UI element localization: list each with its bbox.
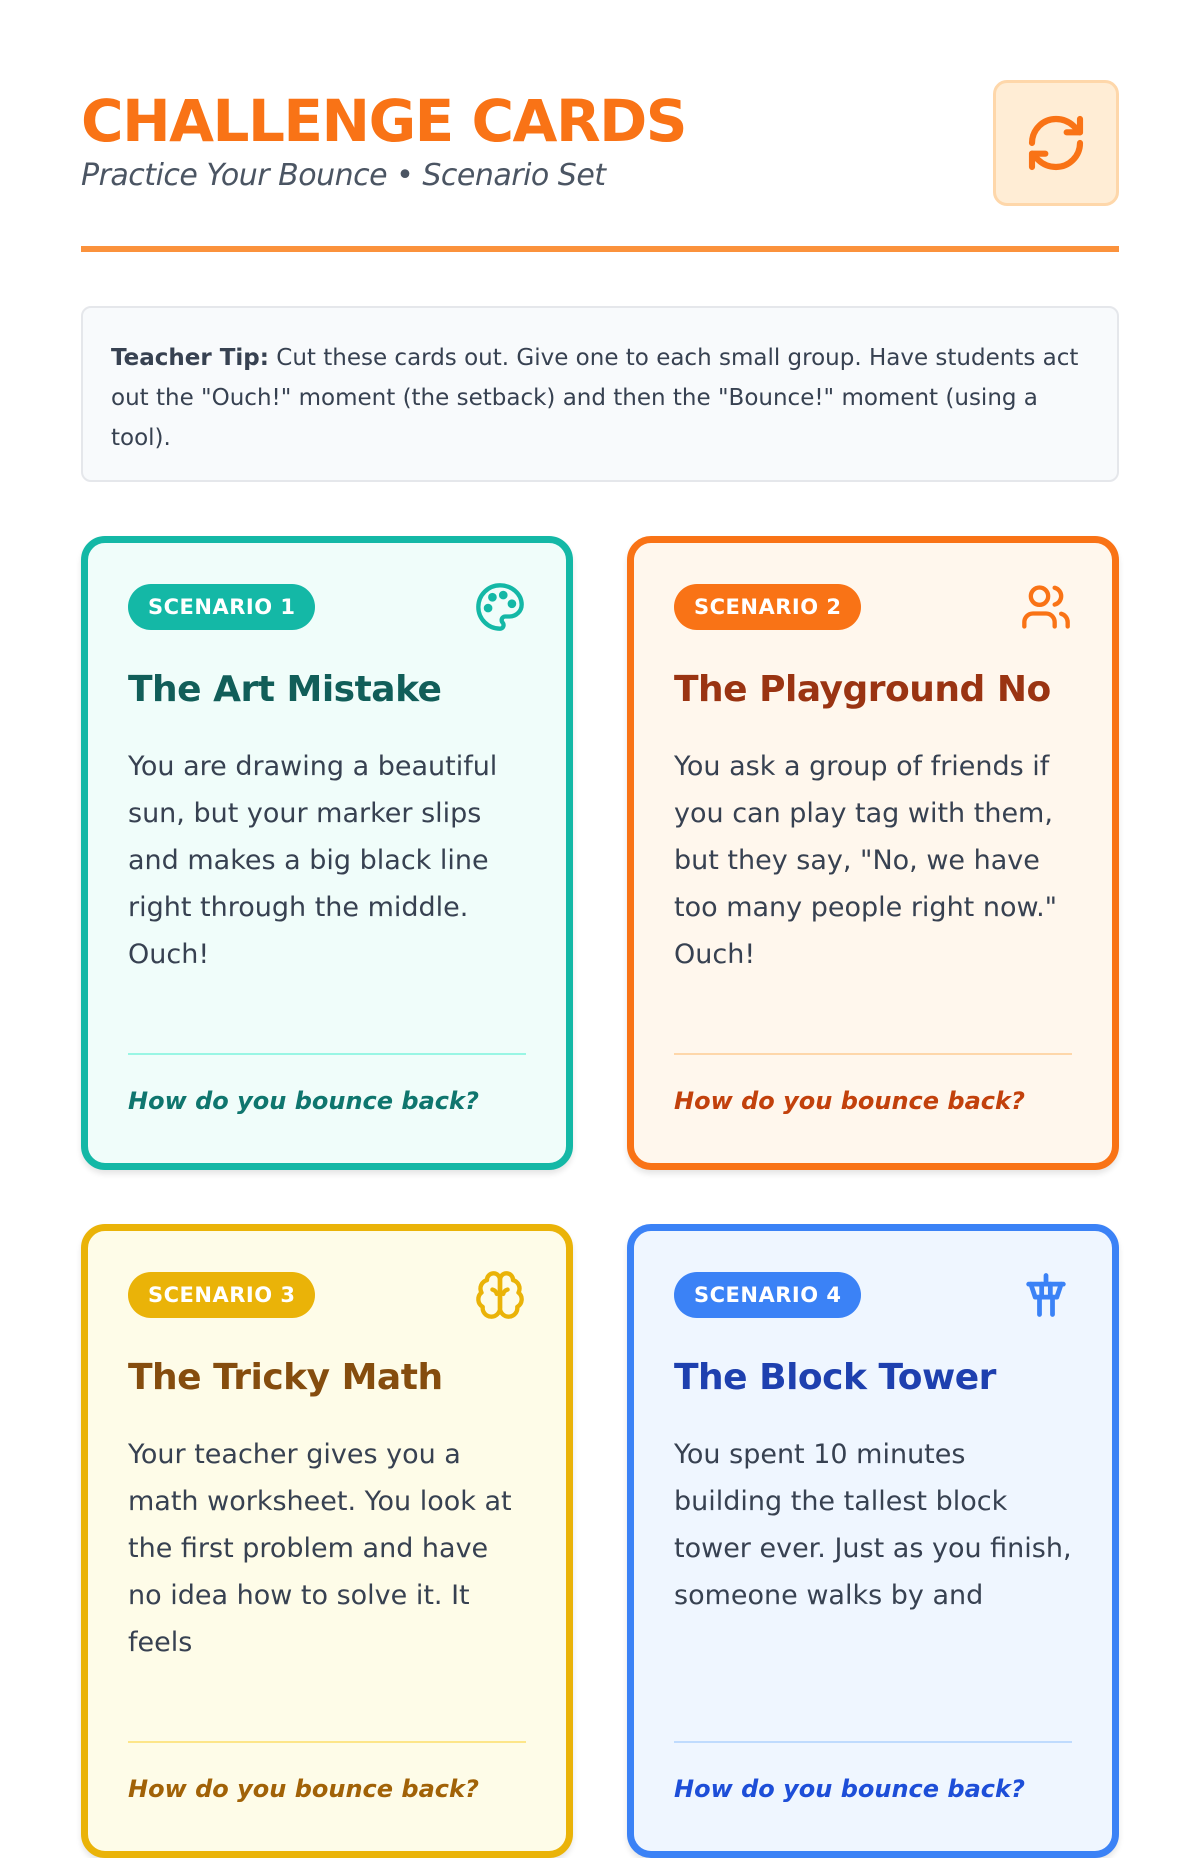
header [81, 0, 1119, 252]
card-divider [674, 1741, 1072, 1743]
card-text: Your teacher gives you a math worksheet. You look at the first problem and have no idea how to solve it. It feels [128, 1439, 512, 1658]
refresh-button[interactable] [993, 80, 1119, 206]
card-prompt: How do you bounce back? [128, 1087, 479, 1115]
teacher-tip [81, 306, 1119, 482]
card-prompt: How do you bounce back? [674, 1775, 1025, 1803]
card-title: The Tricky Math [128, 1357, 443, 1398]
card-title: The Art Mistake [128, 669, 442, 710]
brain-icon [474, 1269, 526, 1321]
teacher-tip-text: Cut these cards out. Give one to each small group. Have students act out the "Ouch!" moment (the setback) and then the "Bounce!" moment (using a tool). [111, 345, 1079, 451]
scenario-badge: SCENARIO 1 [128, 584, 315, 630]
scenario-card-4 [627, 1224, 1119, 1858]
scenario-badge: SCENARIO 2 [674, 584, 861, 630]
scenario-card-2 [627, 536, 1119, 1170]
scenario-badge: SCENARIO 4 [674, 1272, 861, 1318]
card-prompt: How do you bounce back? [128, 1775, 479, 1803]
users-icon [1020, 581, 1072, 633]
card-divider [128, 1053, 526, 1055]
card-prompt: How do you bounce back? [674, 1087, 1025, 1115]
page-title: CHALLENGE CARDS [81, 87, 687, 155]
card-text: You spent 10 minutes building the tallest block tower ever. Just as you finish, someone walks by and [674, 1439, 1072, 1611]
card-grid [81, 536, 1119, 1858]
card-text: You are drawing a beautiful sun, but your marker slips and makes a big black line right through the middle. Ouch! [128, 751, 498, 970]
teacher-tip-label: Teacher Tip: [111, 345, 269, 371]
palette-icon [474, 581, 526, 633]
scenario-card-3 [81, 1224, 573, 1858]
scenario-badge: SCENARIO 3 [128, 1272, 315, 1318]
card-title: The Playground No [674, 669, 1051, 710]
page-subtitle: Practice Your Bounce • Scenario Set [81, 158, 606, 193]
card-title: The Block Tower [674, 1357, 996, 1398]
card-text: You ask a group of friends if you can play tag with them, but they say, "No, we have too many people right now." Ouch! [674, 751, 1058, 970]
card-divider [128, 1741, 526, 1743]
refresh-icon [1024, 111, 1088, 175]
tower-icon [1020, 1269, 1072, 1321]
card-divider [674, 1053, 1072, 1055]
scenario-card-1 [81, 536, 573, 1170]
